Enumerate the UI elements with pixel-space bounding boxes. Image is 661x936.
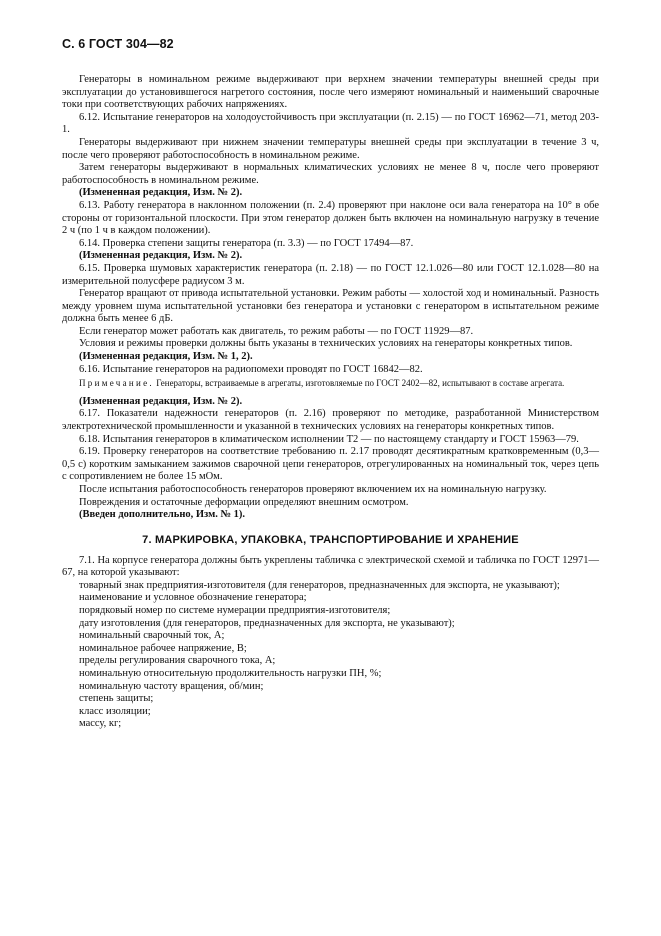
paragraph: 6.15. Проверка шумовых характеристик генератора (п. 2.18) — по ГОСТ 12.1.026—80 или ГОСТ 12.1.028—80 на измерительной полусфере радиусом 3 м.: [62, 262, 599, 287]
paragraph: 6.13. Работу генератора в наклонном положении (п. 2.4) проверяют при наклоне оси вала генератора на 10° в обе стороны от горизонтальной плоскости. При этом генератор должен быть включен на номинальную нагрузку в течение 2 ч (по 1 ч в каждом положении).: [62, 199, 599, 237]
list-item: номинальный сварочный ток, А;: [79, 630, 225, 642]
revision-note: (Измененная редакция, Изм. № 2).: [79, 395, 243, 407]
paragraph: Условия и режимы проверки должны быть указаны в технических условиях на генераторы конкретных типов.: [79, 338, 573, 350]
paragraph: После испытания работоспособность генераторов проверяют включением их на номинальную нагрузку.: [79, 483, 547, 495]
revision-note: (Измененная редакция, Изм. № 2).: [79, 187, 243, 199]
paragraph: 6.19. Проверку генераторов на соответствие требованию п. 2.17 проводят десятикратным кратковременным (0,3—0,5 с) коротким замыканием зажимов сварочной цепи генераторов, отрегулированных на номинальный ток, через цепь с сопротивлением не более 15 мОм.: [62, 446, 599, 483]
list-item: дату изготовления (для генераторов, предназначенных для экспорта, не указывают);: [79, 617, 455, 629]
document-body: [62, 74, 599, 731]
paragraph: 6.16. Испытание генераторов на радиопомехи проводят по ГОСТ 16842—82.: [79, 363, 423, 375]
paragraph: Генераторы в номинальном режиме выдерживают при верхнем значении температуры внешней среды при эксплуатации до установившегося нагретого состояния, после чего измеряют номинальный и наименьший сварочные токи при соответствующих рабочих напряжениях.: [62, 74, 599, 111]
revision-note: (Введен дополнительно, Изм. № 1).: [79, 509, 246, 521]
section-title: 7. МАРКИРОВКА, УПАКОВКА, ТРАНСПОРТИРОВАНИЕ И ХРАНЕНИЕ: [142, 533, 519, 546]
paragraph: Генераторы выдерживают при нижнем значении температуры внешней среды при эксплуатации в течение 3 ч, после чего проверяют работоспособность в номинальном режиме.: [62, 136, 599, 161]
list-item: номинальную относительную продолжительность нагрузки ПН, %;: [79, 668, 382, 680]
page-header: С. 6 ГОСТ 304—82: [62, 37, 174, 51]
paragraph: Затем генераторы выдерживают в нормальных климатических условиях не менее 8 ч, после чего проверяют работоспособность в номинальном режиме.: [62, 162, 599, 186]
paragraph: Повреждения и остаточные деформации определяют внешним осмотром.: [79, 496, 409, 508]
list-item: номинальную частоту вращения, об/мин;: [79, 680, 264, 692]
revision-note: (Измененная редакция, Изм. № 1, 2).: [79, 351, 253, 363]
list-item: массу, кг;: [79, 718, 122, 730]
paragraph: 6.18. Испытания генераторов в климатическом исполнении Т2 — по настоящему стандарту и ГОСТ 15963—79.: [79, 433, 579, 445]
paragraph: Генератор вращают от привода испытательной установки. Режим работы — холостой ход и номинальный. Разность между уровнем шума испытательной установки без генератора и установки с генератором в испытательном режиме должна быть менее 6 дБ.: [62, 288, 599, 325]
paragraph: 6.12. Испытание генераторов на холодоустойчивость при эксплуатации (п. 2.15) — по ГОСТ 16962—71, метод 203-1.: [62, 111, 599, 136]
paragraph: 6.14. Проверка степени защиты генератора (п. 3.3) — по ГОСТ 17494—87.: [79, 237, 414, 249]
list-item: степень защиты;: [79, 693, 154, 705]
list-item: класс изоляции;: [79, 705, 151, 717]
revision-note: (Измененная редакция, Изм. № 2).: [79, 250, 243, 262]
list-item: пределы регулирования сварочного тока, А;: [79, 655, 276, 667]
note-paragraph: [62, 378, 599, 390]
paragraph: 6.17. Показатели надежности генераторов (п. 2.16) проверяют по методике, разработанной Министерством электротехнической промышленности и указанной в технических условиях на генераторы конкретных типов.: [62, 408, 599, 432]
note-label: Примечание.: [79, 378, 154, 389]
list-item: номинальное рабочее напряжение, В;: [79, 642, 247, 654]
note-text: Генераторы, встраиваемые в агрегаты, изготовляемые по ГОСТ 2402—82, испытывают в составе агрегата.: [153, 378, 565, 389]
list-item: порядковый номер по системе нумерации предприятия-изготовителя;: [79, 605, 391, 617]
list-item: товарный знак предприятия-изготовителя (для генераторов, предназначенных для экспорта, не указывают);: [79, 579, 560, 591]
paragraph: 7.1. На корпусе генератора должны быть укреплены табличка с электрической схемой и табличка по ГОСТ 12971—67, на которой указывают:: [62, 554, 599, 579]
list-item: наименование и условное обозначение генератора;: [79, 592, 307, 604]
paragraph: Если генератор может работать как двигатель, то режим работы — по ГОСТ 11929—87.: [79, 325, 474, 337]
